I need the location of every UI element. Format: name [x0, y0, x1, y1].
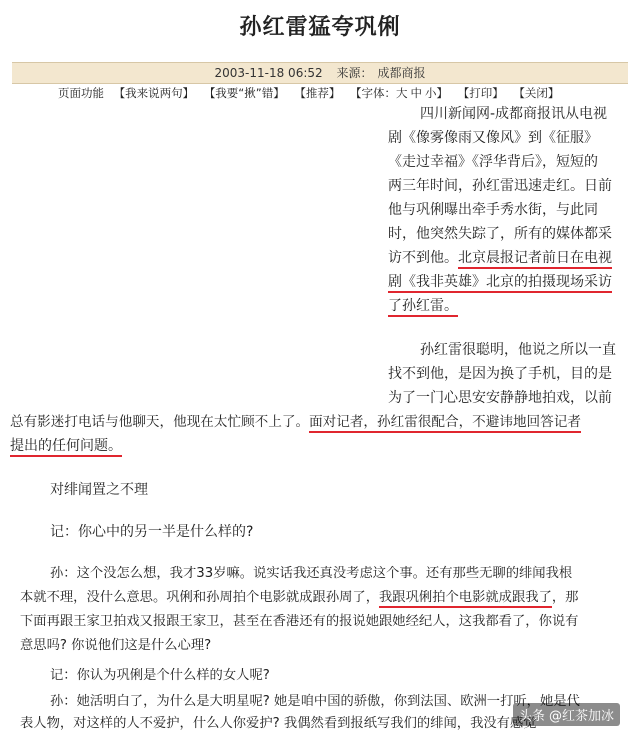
para1-text: 访不到他。	[388, 250, 458, 266]
underlined-text: 提出的任何问题。	[10, 438, 122, 457]
page-title: 孙红雷猛夸巩俐	[239, 15, 401, 40]
section-heading: 对绯闻置之不理	[50, 482, 148, 498]
watermark: 头条 @红茶加冰	[513, 703, 620, 726]
answer-1-line	[20, 586, 578, 610]
underlined-text: 我跟巩俐拍个电影就成跟我了	[379, 590, 552, 608]
para1-line	[388, 270, 612, 294]
report-error-link[interactable]: 【我要“揪”错】	[203, 86, 285, 100]
font-medium-link[interactable]: 中	[410, 86, 423, 100]
underlined-text: 北京晨报记者前日在电视	[458, 250, 612, 269]
para1-line: 剧《像雾像雨又像风》到《征服》	[388, 130, 598, 146]
font-size-control	[350, 86, 448, 100]
question-2: 记：你认为巩俐是个什么样的女人呢?	[50, 668, 270, 683]
toolbar-label: 页面功能	[58, 86, 104, 100]
page-toolbar	[58, 84, 618, 102]
question-1: 记：你心中的另一半是什么样的?	[50, 524, 254, 540]
font-large-link[interactable]: 大	[396, 86, 408, 100]
recommend-link[interactable]: 【推荐】	[294, 86, 341, 100]
underlined-text: 面对记者，孙红雷很配合，不避讳地回答记者	[309, 414, 581, 433]
print-link[interactable]: 【打印】	[457, 86, 504, 100]
answer-1-line: 意思吗? 你说他们这是什么心理?	[20, 638, 212, 653]
para2-line	[10, 410, 581, 434]
answer-2-line: 表人物，对这样的人不爱护，什么人你爱护? 我偶然看到报纸写我们的绯闻，我没有感觉	[20, 716, 537, 731]
font-size-suffix: 】	[436, 86, 449, 100]
para1-line: 他与巩俐曝出牵手秀水街，与此同	[388, 202, 598, 218]
para1-line: 两三年时间，孙红雷迅速走红。日前	[388, 178, 612, 194]
source-label: 来源：	[336, 66, 373, 80]
para1-line: 四川新闻网-成都商报讯从电视	[420, 106, 608, 122]
publish-datetime: 2003-11-18 06:52	[214, 66, 323, 80]
answer-1-text: ，那	[551, 590, 579, 605]
underlined-text: 剧《我非英雄》北京的拍摄现场采访	[388, 274, 612, 293]
answer-2-line: 孙：她活明白了，为什么是大明星呢? 她是咱中国的骄傲，你到法国、欧洲一打听，她是代	[50, 694, 580, 709]
para2-line: 为了一门心思安安静静地拍戏，以前	[388, 390, 612, 406]
para1-line: 《走过幸福》《浮华背后》，短短的	[388, 154, 598, 170]
meta-bar	[12, 62, 628, 84]
para2-line: 找不到他，是因为换了手机，目的是	[388, 366, 612, 382]
para1-line	[388, 246, 612, 270]
font-size-prefix: 【字体：	[350, 86, 397, 100]
para2-line: 孙红雷很聪明，他说之所以一直	[420, 342, 616, 358]
para2-line	[10, 434, 122, 458]
answer-1-line: 孙：这个没怎么想，我才33岁嘛。说实话我还真没考虑这个事。还有那些无聊的绯闻我根	[50, 566, 573, 581]
font-small-link[interactable]: 小	[425, 86, 437, 100]
underlined-text: 了孙红雷。	[388, 298, 458, 317]
answer-1-text: 本就不理，没什么意思。巩俐和孙周拍个电影就成跟孙周了，	[20, 590, 380, 605]
para1-line	[388, 294, 458, 318]
comment-link[interactable]: 【我来说两句】	[113, 86, 195, 100]
source-name: 成都商报	[377, 66, 426, 80]
para1-line: 时，他突然失踪了，所有的媒体都采	[388, 226, 612, 242]
para2-text: 总有影迷打电话与他聊天，他现在太忙顾不上了。	[10, 414, 310, 430]
answer-1-line: 下面再跟王家卫拍戏又报跟王家卫，甚至在香港还有的报说她跟她经纪人，这我都看了，你说有	[20, 614, 579, 629]
close-link[interactable]: 【关闭】	[513, 86, 560, 100]
